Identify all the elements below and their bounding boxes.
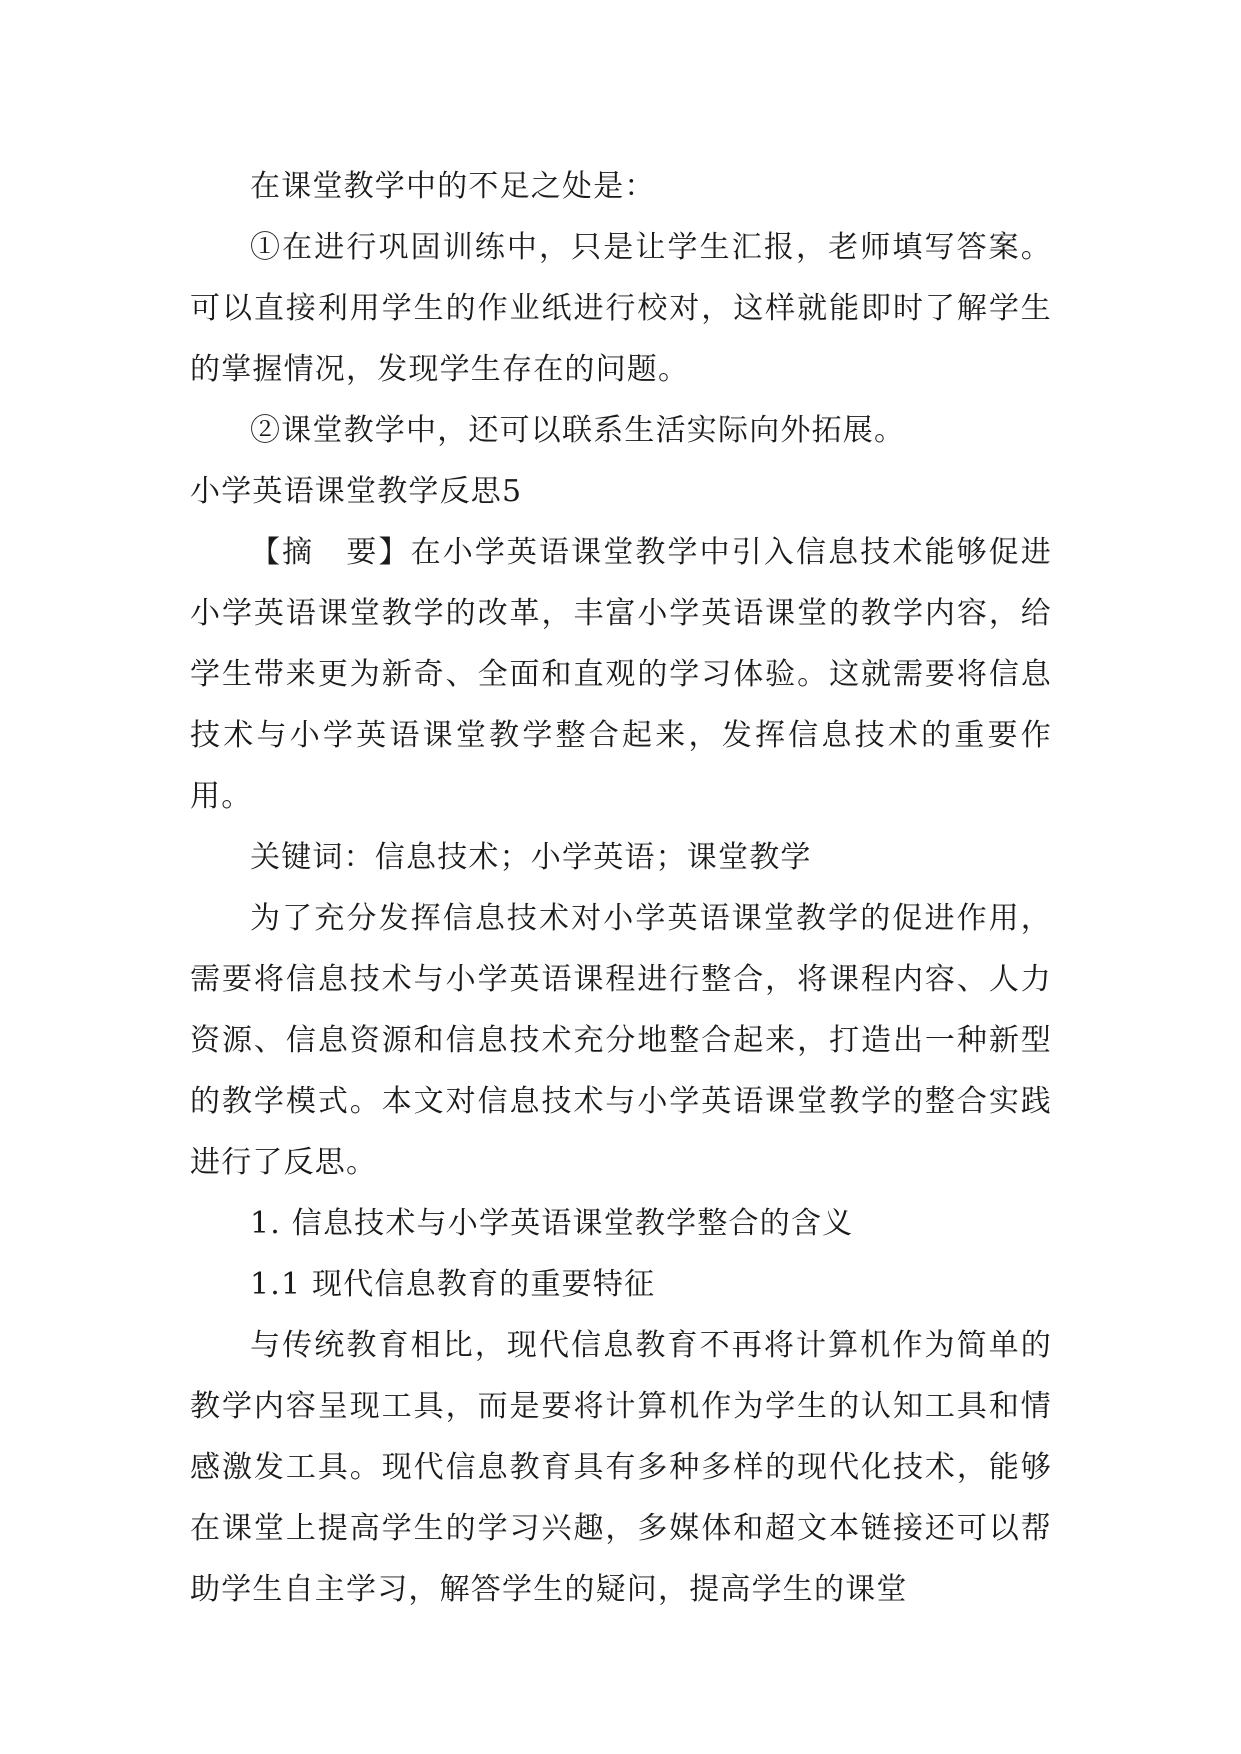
document-body	[190, 156, 1052, 1620]
paragraph-abstract: 【摘 要】在小学英语课堂教学中引入信息技术能够促进小学英语课堂教学的改革，丰富小学英语课堂的教学内容，给学生带来更为新奇、全面和直观的学习体验。这就需要将信息技术与小学英语课堂教学整合起来，发挥信息技术的重要作用。	[190, 535, 1052, 814]
heading-1: 1. 信息技术与小学英语课堂教学整合的含义	[250, 1206, 854, 1241]
section-title: 小学英语课堂教学反思5	[190, 474, 523, 509]
paragraph-point-2: ②课堂教学中，还可以联系生活实际向外拓展。	[250, 413, 906, 448]
paragraph-keywords: 关键词：信息技术；小学英语；课堂教学	[250, 840, 812, 875]
paragraph-shortcomings-intro: 在课堂教学中的不足之处是：	[250, 169, 656, 204]
paragraph-introduction: 为了充分发挥信息技术对小学英语课堂教学的促进作用，需要将信息技术与小学英语课程进行整合，将课程内容、人力资源、信息资源和信息技术充分地整合起来，打造出一种新型的教学模式。本文对信息技术与小学英语课堂教学的整合实践进行了反思。	[190, 901, 1052, 1180]
heading-1-1: 1.1 现代信息教育的重要特征	[250, 1267, 656, 1302]
paragraph-modern-education: 与传统教育相比，现代信息教育不再将计算机作为简单的教学内容呈现工具，而是要将计算机作为学生的认知工具和情感激发工具。现代信息教育具有多种多样的现代化技术，能够在课堂上提高学生的学习兴趣，多媒体和超文本链接还可以帮助学生自主学习，解答学生的疑问，提高学生的课堂	[190, 1328, 1052, 1607]
paragraph-point-1: ①在进行巩固训练中，只是让学生汇报，老师填写答案。可以直接利用学生的作业纸进行校对，这样就能即时了解学生的掌握情况，发现学生存在的问题。	[190, 230, 1052, 387]
